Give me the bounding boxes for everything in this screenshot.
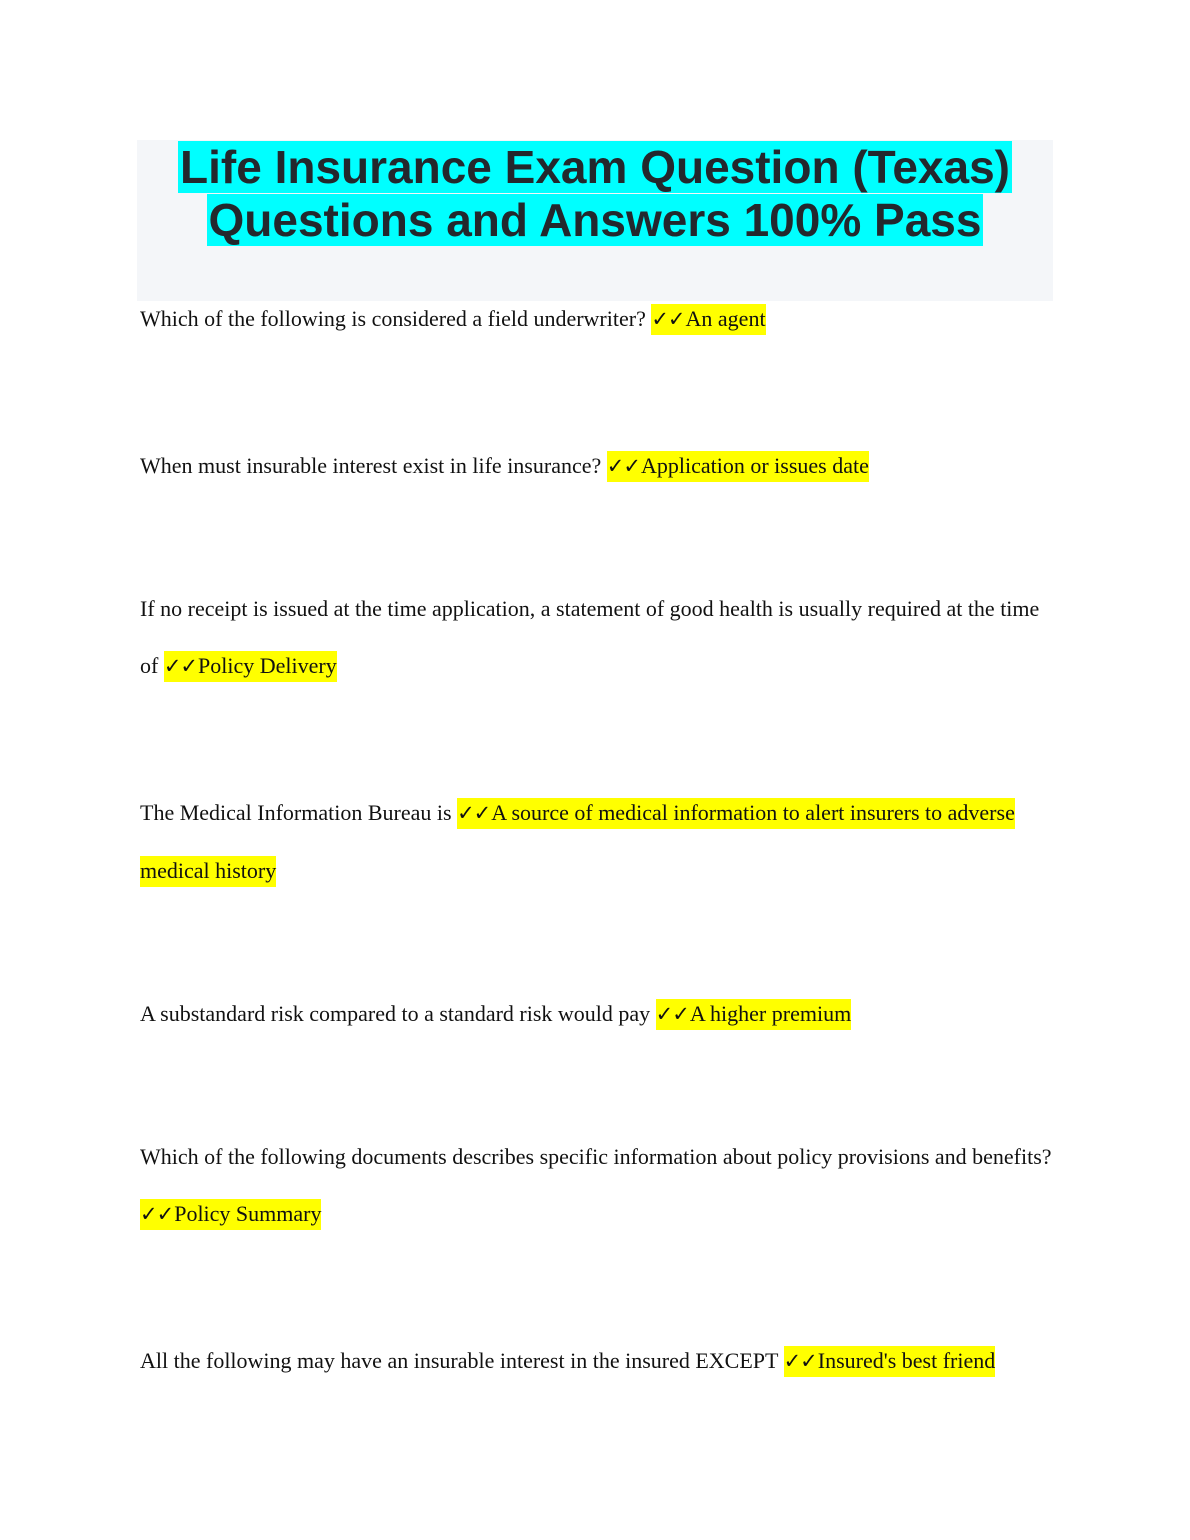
answer-highlight <box>651 304 765 335</box>
answer-text: Policy Delivery <box>198 653 337 678</box>
answer-text: A higher premium <box>689 1001 852 1026</box>
qa-item <box>140 437 1055 495</box>
answer-highlight <box>656 999 852 1030</box>
answer-text: Policy Summary <box>174 1201 322 1226</box>
answer-highlight <box>784 1346 996 1377</box>
answer-highlight <box>607 451 869 482</box>
double-check-icon: ✓✓ <box>783 1349 817 1373</box>
qa-item <box>140 1128 1055 1243</box>
answer-text: A source of medical information to alert insurers to adverse medical history <box>140 800 1015 883</box>
double-check-icon: ✓✓ <box>655 1002 689 1026</box>
question-text: Which of the following documents describes specific information about policy provisions and benefits? <box>140 1144 1052 1169</box>
title-banner <box>137 140 1053 301</box>
qa-item <box>140 580 1055 695</box>
double-check-icon: ✓✓ <box>457 801 491 825</box>
qa-item <box>140 1332 1055 1390</box>
qa-item <box>140 784 1055 899</box>
question-text: A substandard risk compared to a standard risk would pay <box>140 1001 651 1026</box>
double-check-icon: ✓✓ <box>651 307 685 331</box>
question-text: When must insurable interest exist in life insurance? <box>140 453 602 478</box>
double-check-icon: ✓✓ <box>606 454 640 478</box>
answer-text: An agent <box>685 306 766 331</box>
qa-item <box>140 985 1055 1043</box>
double-check-icon: ✓✓ <box>163 654 198 678</box>
answer-text: Application or issues date <box>640 453 869 478</box>
question-text: All the following may have an insurable interest in the insured EXCEPT <box>140 1348 779 1373</box>
double-check-icon: ✓✓ <box>140 1202 174 1226</box>
qa-item <box>140 290 1055 348</box>
answer-highlight <box>164 651 337 682</box>
title-line-1: Life Insurance Exam Question (Texas) <box>180 141 1010 193</box>
answer-text: Insured's best friend <box>817 1348 996 1373</box>
question-text: Which of the following is considered a field underwriter? <box>140 306 646 331</box>
question-text: The Medical Information Bureau is <box>140 800 452 825</box>
answer-highlight <box>140 1199 321 1230</box>
title-line-2: Questions and Answers 100% Pass <box>208 194 982 246</box>
page-title <box>137 140 1053 247</box>
question-text: If no receipt is issued at the time application, a statement of good health is usually required at the time of <box>140 596 1040 678</box>
